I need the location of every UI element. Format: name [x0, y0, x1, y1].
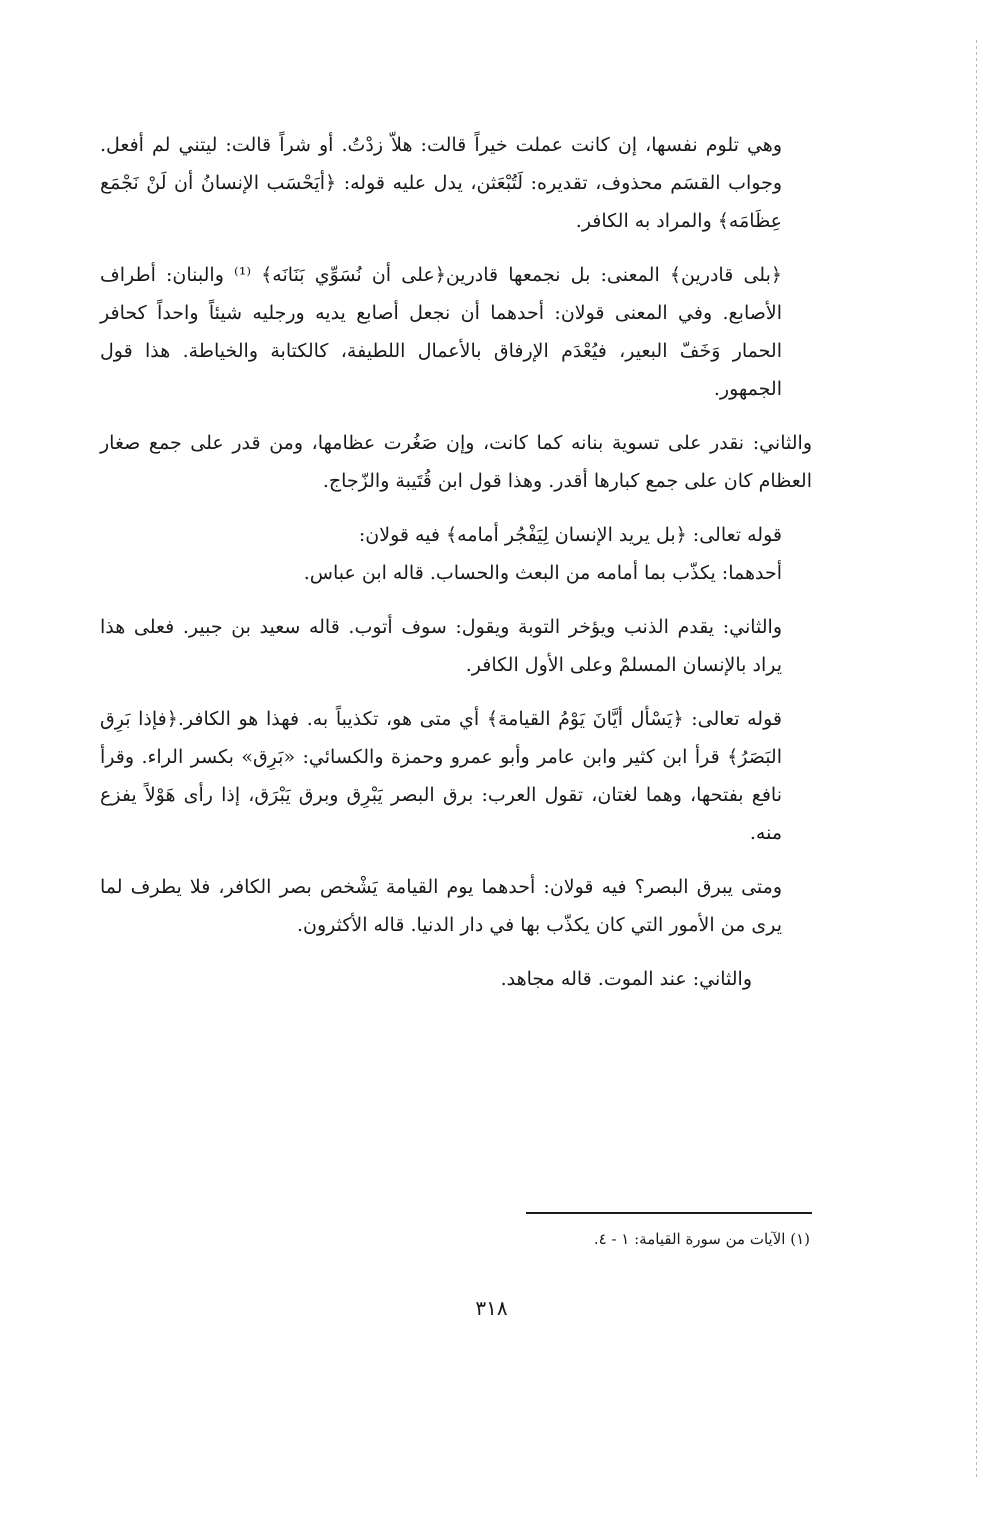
paragraph-4: قوله تعالى: ﴿بل يريد الإنسان لِيَفْجُر أمامه﴾ فيه قولان:	[358, 524, 782, 546]
paragraph-7: قوله تعالى: ﴿يَسْأل أيَّانَ يَوْمُ القيامة﴾ أي متى هو، تكذيباً به. فهذا هو الكافر.﴿فإذا بَرِق البَصَرُ﴾ قرأ ابن كثير وابن عامر وأبو عمرو وحمزة والكسائي: «بَرِق» بكسر الراء. وقرأ نافع بفتحها، وهما لغتان، تقول العرب: برق البصر يَبْرِق وبرق يَبْرَق، إذا رأى هَوْلاً يفزع منه.	[100, 708, 782, 844]
page-edge-line	[976, 40, 977, 1477]
paragraph-1: وهي تلوم نفسها، إن كانت عملت خيراً قالت: هلاّ زدْتُ. أو شراً قالت: ليتني لم أفعل. وجواب القسَم محذوف، تقديره: لَتُبْعَثن، يدل عليه قوله: ﴿أيَحْسَب الإنسانُ أن لَنْ نَجْمَع عِظَامَه﴾ والمراد به الكافر.	[100, 134, 782, 232]
footnote-rule	[526, 1212, 812, 1214]
main-text	[100, 126, 812, 1014]
paragraph-3: والثاني: نقدر على تسوية بنانه كما كانت، وإن صَغُرت عظامها، ومن قدر على جمع صغار العظام كان على جمع كبارها أقدر. وهذا قول ابن قُتَيبة والزّجاج.	[100, 432, 812, 492]
paragraph-6: والثاني: يقدم الذنب ويؤخر التوبة ويقول: سوف أتوب. قاله سعيد بن جبير. فعلى هذا يراد بالإنسان المسلمْ وعلى الأول الكافر.	[100, 616, 782, 676]
paragraph-2: ﴿بلى قادرين﴾ المعنى: بل نجمعها قادرين﴿على أن نُسَوِّي بَنَانَه﴾ ⁽¹⁾ والبنان: أطراف الأصابع. وفي المعنى قولان: أحدهما أن نجعل أصابع يديه ورجليه شيئاً واحداً كحافر الحمار وَخَفّ البعير، فيُعْدَم الإرفاق بالأعمال اللطيفة، كالكتابة والخياطة. هذا قول الجمهور.	[100, 264, 782, 400]
page-number: ٣١٨	[475, 1296, 508, 1320]
footnote-area	[100, 1212, 812, 1252]
paragraph-9: والثاني: عند الموت. قاله مجاهد.	[500, 968, 752, 990]
paragraph-8: ومتى يبرق البصر؟ فيه قولان: أحدهما يوم القيامة يَشْخص بصر الكافر، فلا يطرف لما يرى من الأمور التي كان يكذّب بها في دار الدنيا. قاله الأكثرون.	[100, 876, 782, 936]
paragraph-5: أحدهما: يكذّب بما أمامه من البعث والحساب. قاله ابن عباس.	[303, 562, 782, 584]
footnote: (١) الآيات من سورة القيامة: ١ - ٤.	[593, 1230, 810, 1248]
